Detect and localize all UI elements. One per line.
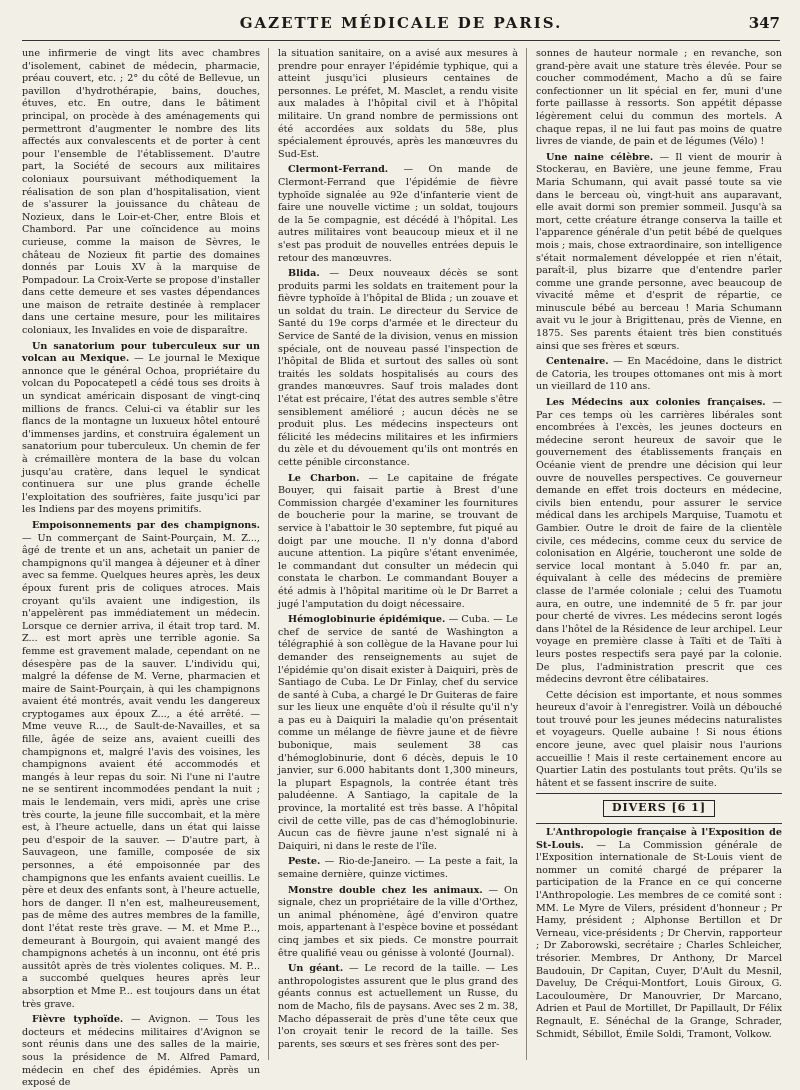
article-heading: Clermont-Ferrand. bbox=[288, 164, 389, 176]
article-paragraph bbox=[536, 356, 782, 394]
article-paragraph bbox=[536, 48, 782, 149]
article-heading: Un géant. bbox=[288, 963, 344, 975]
page-number: 347 bbox=[748, 14, 780, 32]
article-heading: Blida. bbox=[288, 268, 320, 280]
article-paragraph bbox=[22, 48, 260, 338]
article-heading: Un sanatorium pour tuberculeux sur un volcan au Mexique. bbox=[22, 340, 260, 365]
article-text: la situation sanitaire, on a avisé aux mesures à prendre pour enrayer l'épidémie typhique, qui a atteint jusqu'ici plusieurs centaines de personnes. Le préfet, M. Masclet, a rendu visite aux malades à l'hôpital civil et à l'hôpital militaire. Un grand nombre de permissions ont été accordées aux soldats du 58e, plus spécialement éprouvés, après les manœuvres du Sud-Est. bbox=[278, 48, 518, 160]
article-text: sonnes de hauteur normale ; en revanche, son grand-père avait une stature très élevée. Pour se coucher commodément, Macho a dû se faire confectionner un lit spécial en fer, muni d'une forte paillasse à ressorts. Son appétit dépasse légèrement celui du commun des mortels. A chaque repas, il ne lui faut pas moins de quatre livres de viande, de pain et de légumes (Vélo) ! bbox=[536, 48, 782, 148]
article-text: — Avignon. — Tous les docteurs et médecins militaires d'Avignon se sont réunis dans une des salles de la mairie, sous la présidence de M. Alfred Pamard, médecin en chef des épidémies. Après un exposé de bbox=[22, 1014, 260, 1089]
article-paragraph bbox=[22, 520, 260, 1011]
article-heading: Peste. bbox=[288, 856, 321, 868]
article-text: — En Macédoine, dans le district de Catoria, les troupes ottomanes ont mis à mort un vieillard de 110 ans. bbox=[536, 356, 782, 393]
article-text: — Par ces temps où les carrières libérales sont encombrées à l'excès, les jeunes docteurs en médecine seront heureux de savoir que le gouvernement des établissements français en Océanie vient de prendre une décision qui leur ouvre de nouvelles perspectives. Ce gouverneur demande en effet trois docteurs en médecine, civils bien entendu, pour assurer le service médical dans les archipels Marquise, Tuamotu et Gambier. Outre le droit de faire de la clientèle civile, ces médecins, comme ceux du service de colonisation en Algérie, toucheront une solde de service local montant à 5.040 fr. par an, équivalant à celle des médecins de première classe de l'armée coloniale ; celui des Tuamotu aura, en outre, une indemnité de 5 fr. par jour pour cherté de vivres. Les médecins seront logés dans l'hôtel de la Résidence de leur archipel. Leur voyage en première classe à Taïti et de Taïti à leurs postes respectifs sera payé par la colonie. De plus, l'administration prescrit que ces médecins devront être célibataires. bbox=[536, 397, 782, 686]
article-paragraph bbox=[278, 963, 518, 1051]
article-text: Cette décision est importante, et nous sommes heureux d'avoir à l'enregistrer. Voilà un débouché tout trouvé pour les jeunes médecins naturalistes et voyageurs. Quelle aubaine ! Si nous étions encore jeune, avec quel plaisir nous l'aurions accueillie ! Mais il reste certainement encore au Quartier Latin des postulants tout prêts. Qu'ils se hâtent et se fassent inscrire de suite. bbox=[536, 689, 782, 789]
article-heading: L'Anthropologie française à l'Exposition de St-Louis. bbox=[536, 827, 782, 851]
article-text: — La Commission générale de l'Exposition internationale de St-Louis vient de nommer un comité chargé de préparer la participation de la France en ce qui concerne l'Anthropologie. Les membres de ce comité sont : MM. Le Myre de Vilers, président d'honneur ; Pr Hamy, président ; Alphonse Bertillon et Dr Verneau, vice-présidents ; Dr Chervin, rapporteur ; Dr Zaborowski, secrétaire ; Charles Schleicher, trésorier. Membres, Dr Anthony, Dr Marcel Baudouin, Dr Capitan, Cuyer, D'Ault du Mesnil, Daveluy, De Créqui-Montfort, Louis Giroux, G. Lacouloumère, Dr Manouvrier, Dr Marcano, Adrien et Paul de Mortillet, Dr Papillault, Dr Félix Regnault, E. Sénéchal de la Grange, Schrader, Schmidt, Sébillot, Émile Soldi, Tramont, Volkow. bbox=[536, 839, 782, 1040]
column-divider bbox=[268, 48, 269, 1060]
article-text: — On signale, chez un propriétaire de la ville d'Orthez, un animal phénomène, âgé d'environ quatre mois, appartenant à l'espèce bovine et possédant cinq jambes et six pieds. Ce monstre pourrait être qualifié veau ou génisse à volonté (Journal). bbox=[278, 884, 519, 959]
article-paragraph bbox=[536, 152, 782, 354]
article-paragraph bbox=[536, 827, 782, 1041]
article-heading: Centenaire. bbox=[546, 356, 609, 368]
article-heading: Les Médecins aux colonies françaises. bbox=[546, 397, 766, 409]
article-text: une infirmerie de vingt lits avec chambres d'isolement, cabinet de médecin, pharmacie, préau couvert, etc. ; 2° du côté de Bellevue, un pavillon d'hydrothérapie, bains, douches, étuves, etc. En outre, dans le bâtiment principal, on procède à des aménagements qui permettront d'augmenter le nombre des lits affectés aux convalescents et de porter à cent pour l'ensemble de l'établissement. D'autre part, la Société de secours aux militaires coloniaux poursuivant méthodiquement la réalisation de son plan d'hospitalisation, vient de s'assurer la jouissance du château de Nozieux, dans le Loir-et-Cher, entre Blois et Chambord. Par une coïncidence au moins curieuse, comme la maison de Sèvres, le château de Nozieux fit partie des domaines donnés par Louis XV à la marquise de Pompadour. La Croix-Verte se propose d'installer dans cette demeure et ses vastes dépendances une maison de retraite destinée à remplacer dans une certaine mesure, pour les militaires coloniaux, les Invalides en voie de disparaître. bbox=[22, 48, 260, 337]
journal-title: GAZETTE MÉDICALE DE PARIS. bbox=[239, 14, 563, 32]
section-heading-label: DIVERS [6 1] bbox=[603, 800, 715, 817]
article-heading: Empoisonnements par des champignons. bbox=[32, 519, 260, 531]
article-text: — Cuba. — Le chef de service de santé de Washington a télégraphié à son collègue de la Havane pour lui demander des renseignements au sujet de l'épidémie qu'on disait exister à Daiquiri, près de Santiago de Cuba. Le Dr Finlay, chef du service de santé à Cuba, a chargé le Dr Guiteras de faire sur les lieux une enquête d'où il résulte qu'il n'y a pas eu à Daiquiri la maladie qu'on présentait comme un mélange de fièvre jaune et de fièvre bubonique, mais seulement 38 cas d'hémoglobinurie, dont 6 décès, depuis le 10 janvier, sur 6.000 habitants dont 1,300 mineurs, la plupart Espagnols, la contrée étant très paludéenne. A Santiago, la capitale de la province, la mortalité est très basse. A l'hôpital civil de cette ville, pas de cas d'hémoglobinurie. Aucun cas de fièvre jaune n'est signalé ni à Daiquiri, ni dans le reste de l'île. bbox=[278, 614, 518, 852]
article-text: — Le record de la taille. — Les anthropologistes assurent que le plus grand des géants connus est actuellement un Russe, du nom de Macho, fils de paysans. Avec ses 2 m. 38, Macho dépasserait de près d'une tête ceux que l'on croyait tenir le record de la taille. Ses parents, ses sœurs et ses frères sont des per- bbox=[278, 963, 518, 1050]
article-paragraph bbox=[22, 1014, 260, 1090]
article-paragraph bbox=[278, 473, 518, 612]
article-paragraph bbox=[536, 397, 782, 687]
article-heading: Fièvre typhoïde. bbox=[32, 1014, 124, 1026]
article-paragraph bbox=[22, 341, 260, 517]
article-paragraph bbox=[278, 268, 518, 470]
article-heading: Monstre double chez les animaux. bbox=[288, 884, 483, 896]
article-text: — Deux nouveaux décès se sont produits parmi les soldats en traitement pour la fièvre typhoïde à l'hôpital de Blida ; un zouave et un soldat du train. Le directeur du Service de Santé du 19e corps d'armée et le directeur du Service de Santé de la division, venus en mission spéciale, ont de nouveau passé l'inspection de l'hôpital de Blida et surtout des salles où sont traités les soldats hospitalisés au cours des grandes manœuvres. Sauf trois malades dont l'état est précaire, l'état des autres semble s'être sensiblement amélioré ; aucun décès ne se produit plus. Les médecins inspecteurs ont félicité les médecins militaires et les infirmiers du zèle et du dévouement qu'ils ont montrés en cette pénible circonstance. bbox=[278, 268, 518, 468]
article-paragraph bbox=[278, 856, 518, 881]
column-middle bbox=[278, 48, 518, 1060]
page-header bbox=[22, 10, 780, 40]
article-heading: Hémoglobinurie épidémique. bbox=[288, 614, 446, 626]
article-heading: Le Charbon. bbox=[288, 472, 360, 484]
article-text: — Rio-de-Janeiro. — La peste a fait, la semaine dernière, quinze victimes. bbox=[278, 856, 518, 880]
article-text: — On mande de Clermont-Ferrand que l'épidémie de fièvre typhoïde signalée au 92e d'infanterie vient de faire une nouvelle victime ; un soldat, toujours de la 5e compagnie, est décédé à l'hôpital. Les autres militaires vont beaucoup mieux et il ne s'est pas produit de nouvelles entrées depuis le retour des manœuvres. bbox=[278, 164, 518, 264]
article-text: — Le capitaine de frégate Bouyer, qui faisait partie à Brest d'une Commission chargée d'examiner les fournitures de boucherie pour la marine, se trouvant de service à l'abattoir le 30 septembre, fut piqué au doigt par une mouche. Il n'y donna d'abord aucune attention. La piqûre s'étant envenimée, le commandant dut consulter un médecin qui constata le charbon. Le commandant Bouyer a été admis à l'hôpital maritime où le Dr Barret a jugé l'amputation du doigt nécessaire. bbox=[278, 472, 518, 610]
section-rule bbox=[536, 823, 782, 824]
article-paragraph bbox=[278, 885, 518, 961]
article-text: — Un commerçant de Saint-Pourçain, M. Z..., âgé de trente et un ans, achetait un panier de champignons qu'il mangea à déjeuner et à dîner avec sa femme. Quelques heures après, les deux époux furent pris de coliques atroces. Mais croyant qu'ils avaient une indigestion, ils n'appelèrent pas immédiatement un médecin. Lorsque ce dernier arriva, il était trop tard. M. Z... est mort après une terrible agonie. Sa femme est gravement malade, cependant on ne désespère pas de la sauver. L'individu qui, malgré la défense de M. Verne, pharmacien et maire de Saint-Pourçain, à qui les champignons avaient été montrés, avait vendu les dangereux cryptogames aux époux Z..., a été arrêté. — Mme veuve R..., de Sault-de-Navailles, et sa fille, âgée de seize ans, avaient cueilli des champignons et, malgré l'avis des voisines, les champignons avaient été accommodés et mangés à leur repas du soir. Ni l'une ni l'autre ne se sentirent incommodées pendant la nuit ; mais le lendemain, vers midi, après une crise très courte, la jeune fille succombait, et la mère est, à l'heure actuelle, dans un état qui laisse peu d'espoir de la sauver. — D'autre part, à Sauvageon, une famille, composée de six personnes, a été empoisonnée par des champignons que les enfants avaient cueillis. Le père et deux des enfants sont, à l'heure actuelle, hors de danger. Il n'en est, malheureusement, pas de même des autres membres de la famille, dont l'état reste très grave. — M. et Mme P..., demeurant à Bourgoin, qui avaient mangé des champignons achetés à un inconnu, ont été pris aussitôt après de très violentes coliques. M. P... a succombé quelques heures après leur absorption et Mme P... est toujours dans un état très grave. bbox=[22, 532, 260, 1010]
header-rule bbox=[22, 40, 780, 41]
article-paragraph bbox=[278, 164, 518, 265]
section-rule bbox=[536, 793, 782, 794]
article-paragraph bbox=[278, 48, 518, 161]
section-heading-divers bbox=[536, 800, 782, 817]
article-paragraph bbox=[278, 614, 518, 853]
article-text: — Le journal le Mexique annonce que le général Ochoa, propriétaire du volcan du Popocatepetl a cédé tous ses droits à un syndicat américain disposant de vingt-cinq millions de francs. Celui-ci va établir sur les flancs de la montagne un luxueux hôtel entouré d'immenses jardins, et construira également un sanatorium pour tuberculeux. Un chemin de fer à crémaillère montera de la base du volcan jusqu'au cratère, dans lequel le syndicat continuera sur une plus grande échelle l'exploitation des soufrières, faite jusqu'ici par les Indiens par des moyens primitifs. bbox=[22, 353, 260, 516]
article-paragraph bbox=[536, 690, 782, 791]
article-text: — Il vient de mourir à Stockerau, en Bavière, une jeune femme, Frau Maria Schumann, qui avait passé toute sa vie dans le berceau où, vingt-huit ans auparavant, elle avait dormi son premier sommeil. Jusqu'à sa mort, cette créature étrange conserva la taille et l'apparence générale d'un petit bébé de quelques mois ; mais, chose extraordinaire, son intelligence s'était normalement développée et rien n'était, paraît-il, plus bizarre que d'entendre parler comme une grande personne, avec beaucoup de vivacité même et d'esprit de répartie, ce minuscule bébé au berceau ! Maria Schumann avait vu le jour à Brigittenau, près de Vienne, en 1875. Ses parents étaient très bien constitués ainsi que ses frères et sœurs. bbox=[536, 151, 782, 352]
article-heading: Une naine célèbre. bbox=[546, 151, 654, 163]
column-right bbox=[536, 48, 782, 1060]
column-left bbox=[22, 48, 260, 1089]
column-divider bbox=[526, 48, 527, 1060]
